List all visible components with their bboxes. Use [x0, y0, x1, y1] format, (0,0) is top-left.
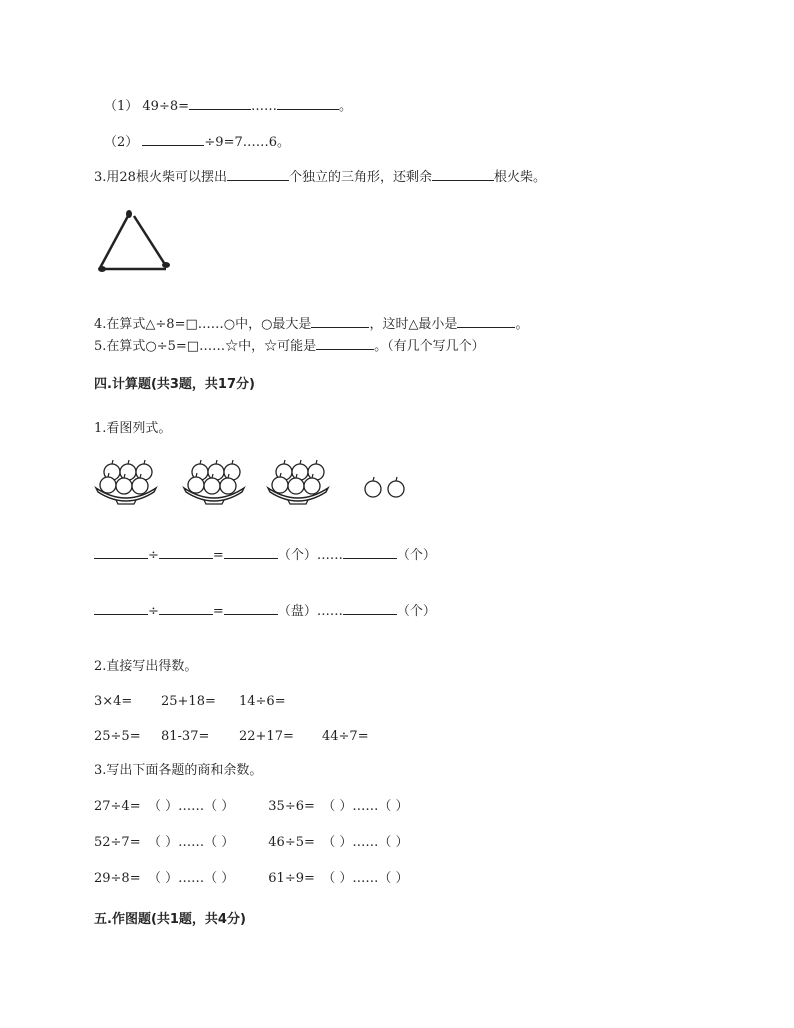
unit-label: （个）	[277, 548, 317, 563]
answer-blank[interactable]	[224, 600, 278, 615]
calc-item: 61÷9=	[268, 871, 315, 886]
divide-sign: ÷	[148, 548, 159, 563]
equals-sign: =	[212, 604, 224, 619]
apple-icon	[304, 478, 320, 494]
q3-text-b: 个独立的三角形，还剩余	[288, 170, 432, 185]
unit-label: （个）	[396, 604, 436, 619]
answer-blank[interactable]	[457, 313, 515, 328]
answer-paren[interactable]: （ ）	[204, 835, 235, 850]
calc-item: 52÷7=	[94, 835, 141, 850]
apple-icon	[204, 478, 220, 494]
calc-item: 81-37=	[161, 729, 210, 744]
answer-blank[interactable]	[311, 313, 369, 328]
unit-label: （个）	[396, 548, 436, 563]
answer-blank[interactable]	[94, 600, 148, 615]
unit-label: （盘）	[277, 604, 317, 619]
apple-icon	[116, 478, 132, 494]
q4-text-a: 4.在算式△÷8=□……○中，○最大是	[94, 317, 312, 332]
calc-item: 3×4=	[94, 694, 133, 709]
question-1-part-1	[104, 95, 352, 116]
calc3-row-2	[94, 834, 409, 852]
section-4-title: 四.计算题(共3题，共17分)	[94, 377, 255, 392]
ellipsis: ……	[316, 604, 343, 619]
q1-prefix: （1） 49÷8=	[104, 99, 190, 114]
answer-blank[interactable]	[224, 544, 278, 559]
apple-icon	[132, 478, 148, 494]
answer-blank[interactable]	[343, 544, 397, 559]
q5-text-a: 5.在算式○÷5=□……☆中，☆可能是	[94, 339, 317, 354]
ellipsis: ……	[178, 799, 205, 814]
calc3-title: 3.写出下面各题的商和余数。	[94, 763, 263, 778]
apple-plate	[184, 460, 244, 504]
question-3	[94, 166, 546, 187]
apple-icon	[272, 477, 288, 493]
calc2-row-2	[94, 728, 369, 746]
calc-item: 25+18=	[161, 694, 216, 709]
answer-blank[interactable]	[159, 600, 213, 615]
ellipsis: ……	[316, 548, 343, 563]
ellipsis: ……	[251, 99, 278, 114]
ellipsis: ……	[352, 799, 379, 814]
answer-blank[interactable]	[159, 544, 213, 559]
apple-icon	[388, 481, 404, 497]
answer-paren[interactable]: （ ）	[204, 799, 235, 814]
apple-plates-image	[94, 460, 424, 510]
calc1-row-2	[94, 600, 436, 621]
q5-text-b: 。（有几个写几个）	[374, 339, 485, 354]
answer-paren[interactable]: （ ）	[322, 835, 353, 850]
loose-apples	[365, 477, 404, 497]
q3-text-c: 根火柴。	[493, 170, 546, 185]
ellipsis: ……	[352, 871, 379, 886]
answer-blank[interactable]	[94, 544, 148, 559]
answer-blank[interactable]	[227, 166, 289, 181]
answer-paren[interactable]: （ ）	[378, 871, 409, 886]
q2-prefix: （2）	[104, 135, 143, 150]
calc3-row-3	[94, 870, 409, 888]
question-1-part-2	[104, 131, 290, 152]
answer-blank[interactable]	[189, 95, 251, 110]
q4-text-c: 。	[515, 317, 529, 332]
answer-blank[interactable]	[277, 95, 339, 110]
calc1-title: 1.看图列式。	[94, 421, 172, 436]
answer-paren[interactable]: （ ）	[148, 799, 179, 814]
apple-icon	[365, 481, 381, 497]
calc-item: 27÷4=	[94, 799, 141, 814]
answer-blank[interactable]	[142, 131, 204, 146]
question-5	[94, 335, 485, 356]
calc-item: 46÷5=	[268, 835, 315, 850]
answer-paren[interactable]: （ ）	[148, 871, 179, 886]
calc-item: 22+17=	[239, 729, 294, 744]
period: 。	[339, 99, 353, 114]
apple-icon	[220, 478, 236, 494]
section-5-title: 五.作图题(共1题，共4分)	[94, 912, 246, 927]
answer-blank[interactable]	[432, 166, 494, 181]
answer-paren[interactable]: （ ）	[148, 835, 179, 850]
answer-paren[interactable]: （ ）	[322, 799, 353, 814]
matchstick-triangle-image	[96, 208, 176, 278]
apple-plate	[268, 460, 328, 504]
answer-paren[interactable]: （ ）	[204, 871, 235, 886]
apple-icon	[288, 478, 304, 494]
answer-blank[interactable]	[343, 600, 397, 615]
calc-item: 25÷5=	[94, 729, 141, 744]
calc3-row-1	[94, 798, 409, 816]
calc-item: 14÷6=	[239, 694, 286, 709]
apple-plate	[96, 460, 156, 504]
calc2-row-1	[94, 693, 286, 711]
divide-sign: ÷	[148, 604, 159, 619]
calc-item: 44÷7=	[322, 729, 369, 744]
question-4	[94, 313, 528, 334]
apple-icon	[100, 477, 116, 493]
answer-paren[interactable]: （ ）	[378, 835, 409, 850]
answer-blank[interactable]	[316, 335, 374, 350]
apple-icon	[188, 477, 204, 493]
calc-item: 35÷6=	[268, 799, 315, 814]
q4-text-b: ，这时△最小是	[369, 317, 458, 332]
q2-suffix: ÷9=7……6。	[204, 135, 291, 150]
ellipsis: ……	[178, 835, 205, 850]
calc2-title: 2.直接写出得数。	[94, 659, 198, 674]
answer-paren[interactable]: （ ）	[322, 871, 353, 886]
calc1-row-1	[94, 544, 436, 565]
equals-sign: =	[212, 548, 224, 563]
calc-item: 29÷8=	[94, 871, 141, 886]
answer-paren[interactable]: （ ）	[378, 799, 409, 814]
ellipsis: ……	[352, 835, 379, 850]
q3-text-a: 3.用28根火柴可以摆出	[94, 170, 227, 185]
ellipsis: ……	[178, 871, 205, 886]
